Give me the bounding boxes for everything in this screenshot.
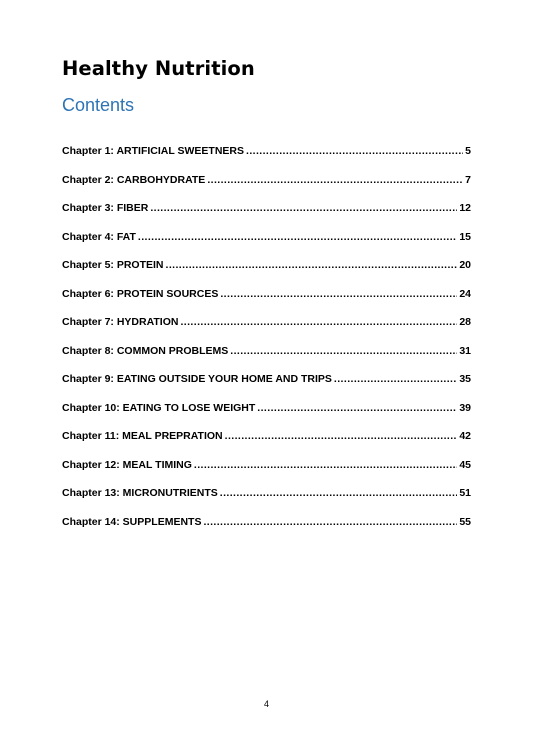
toc-entry-chapter-9[interactable] (62, 372, 471, 401)
toc-entry-chapter-5[interactable] (62, 258, 471, 287)
toc-dot-leader (203, 515, 457, 529)
toc-dot-leader (246, 144, 463, 158)
toc-entry-page: 28 (459, 316, 471, 328)
toc-entry-label: Chapter 4: FAT (62, 230, 136, 243)
toc-entry-page: 5 (465, 145, 471, 157)
toc-entry-label: Chapter 1: ARTIFICIAL SWEETNERS (62, 145, 245, 157)
toc-entry-label: Chapter 3: FIBER (62, 202, 149, 214)
toc-dot-leader (220, 287, 457, 301)
toc-entry-chapter-4[interactable] (62, 230, 471, 259)
toc-entry-label: Chapter 9: EATING OUTSIDE YOUR HOME AND TRIPS (62, 373, 332, 385)
toc-entry-page: 55 (459, 515, 471, 528)
toc-entry-page: 35 (459, 373, 471, 385)
toc-entry-chapter-1[interactable] (62, 144, 471, 173)
toc-entry-page: 15 (459, 230, 471, 243)
toc-entry-page: 45 (459, 458, 471, 471)
toc-entry-page: 20 (459, 259, 471, 271)
toc-entry-chapter-12[interactable] (62, 458, 471, 487)
toc-entry-chapter-8[interactable] (62, 344, 471, 373)
toc-dot-leader (225, 429, 458, 443)
toc-entry-label: Chapter 12: MEAL TIMING (62, 458, 192, 471)
toc-entry-label: Chapter 5: PROTEIN (62, 259, 164, 271)
toc-entry-page: 12 (459, 202, 471, 214)
toc-entry-label: Chapter 8: COMMON PROBLEMS (62, 344, 229, 357)
toc-entry-label: Chapter 2: CARBOHYDRATE (62, 173, 206, 186)
toc-entry-label: Chapter 10: EATING TO LOSE WEIGHT (62, 401, 256, 414)
toc-entry-page: 24 (459, 287, 471, 300)
toc-entry-label: Chapter 7: HYDRATION (62, 316, 179, 328)
toc-dot-leader (150, 201, 457, 215)
toc-entry-chapter-7[interactable] (62, 315, 471, 344)
toc-entry-chapter-3[interactable] (62, 201, 471, 230)
toc-dot-leader (207, 173, 463, 187)
toc-dot-leader (166, 258, 458, 272)
contents-heading: Contents (62, 95, 135, 115)
toc-entry-page: 7 (465, 173, 471, 186)
toc-entry-label: Chapter 11: MEAL PREPRATION (62, 430, 223, 442)
table-of-contents (62, 144, 471, 543)
toc-entry-chapter-2[interactable] (62, 173, 471, 202)
toc-dot-leader (334, 372, 457, 386)
toc-entry-page: 31 (459, 344, 471, 357)
toc-entry-page: 39 (459, 401, 471, 414)
toc-dot-leader (230, 344, 457, 358)
toc-entry-label: Chapter 6: PROTEIN SOURCES (62, 287, 219, 300)
toc-dot-leader (220, 486, 458, 500)
toc-entry-chapter-6[interactable] (62, 287, 471, 316)
toc-dot-leader (257, 401, 457, 415)
page-number: 4 (263, 699, 269, 709)
toc-entry-page: 51 (459, 487, 471, 499)
toc-entry-chapter-10[interactable] (62, 401, 471, 430)
toc-dot-leader (180, 315, 457, 329)
toc-dot-leader (138, 230, 457, 244)
toc-entry-chapter-11[interactable] (62, 429, 471, 458)
document-title: Healthy Nutrition (62, 57, 255, 80)
toc-entry-chapter-13[interactable] (62, 486, 471, 515)
toc-dot-leader (194, 458, 457, 472)
toc-entry-label: Chapter 13: MICRONUTRIENTS (62, 487, 218, 499)
toc-entry-chapter-14[interactable] (62, 515, 471, 544)
toc-entry-page: 42 (459, 430, 471, 442)
toc-entry-label: Chapter 14: SUPPLEMENTS (62, 515, 202, 528)
